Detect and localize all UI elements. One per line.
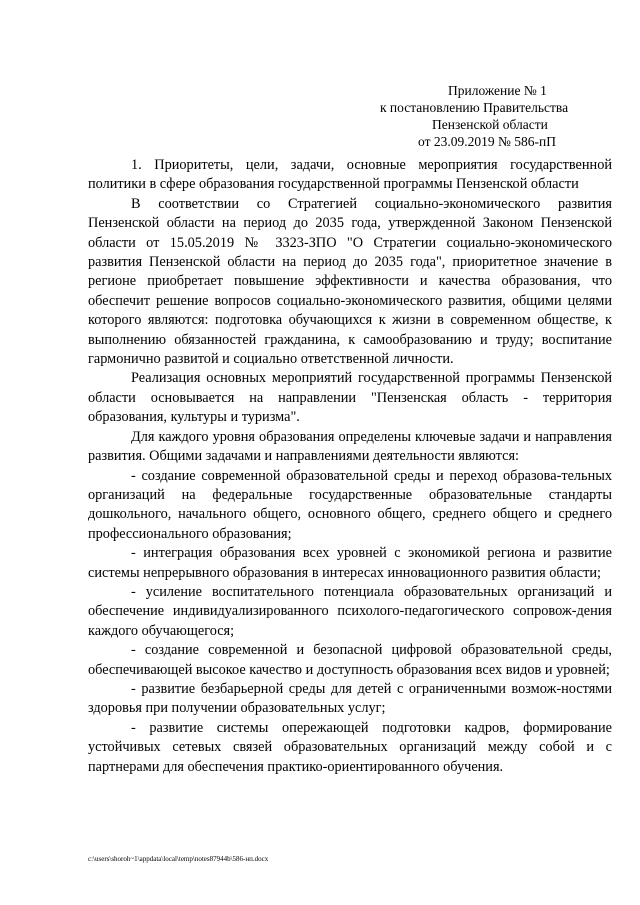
list-item: - интеграция образования всех уровней с экономикой региона и развитие системы непрерывного образования в интересах инновационного развития области;	[88, 545, 612, 581]
list-item: - создание современной образовательной среды и переход образова-тельных организаций на федеральные государственные образовательные стандарты дошкольного, начального общего, основного общего, среднего общего и среднего профессионального образования;	[88, 467, 612, 542]
header-date-line: от 23.09.2019 № 586-пП	[418, 134, 556, 149]
list-item: - развитие безбарьерной среды для детей с ограниченными возмож-ностями здоровья при получении образовательных услуг;	[88, 680, 612, 717]
paragraph-tasks-intro: Для каждого уровня образования определены ключевые задачи и направления развития. Общими задачами и направлениями деятельности являются:	[88, 428, 612, 465]
file-path-footer: c:\users\shoroh~1\appdata\local\temp\notes87944b\586-нп.docx	[88, 855, 269, 863]
list-item: - развитие системы опережающей подготовки кадров, формирование устойчивых сетевых связей образовательных организаций между собой и с партнерами для обеспечения практико-ориентированного обучения.	[88, 719, 612, 775]
document-header	[380, 82, 610, 150]
paragraph-strategy: В соответствии со Стратегией социально-экономического развития Пензенской области на период до 2035 года, утвержденной Законом Пензенской области от 15.05.2019 № 3323-ЗПО "О Стратегии социально-экономического развития Пензенской области на период до 2035 года", приоритетное значение в регионе приобретает повышение эффективности и качества образования, что обеспечит решение вопросов социально-экономического развития, общими целями которого являются: подготовка обучающихся к жизни в современном обществе, к выполнению обязанностей гражданина, к самообразованию и труду; воспитание гармонично развитой и социально ответственной личности.	[88, 195, 612, 368]
list-item: - создание современной и безопасной цифровой образовательной среды, обеспечивающей высокое качество и доступность образования всех видов и уровней;	[88, 642, 612, 678]
list-item: - усиление воспитательного потенциала образовательных организаций и обеспечение индивидуализированного психолого-педагогического сопровож-дения каждого обучающегося;	[88, 583, 612, 639]
section-heading: 1. Приоритеты, цели, задачи, основные мероприятия государственной политики в сфере образования государственной программы Пензенской области	[88, 157, 612, 193]
document-body	[88, 156, 612, 777]
header-region-line: Пензенской области	[432, 117, 548, 132]
header-decree-line: к постановлению Правительства	[380, 100, 569, 115]
header-appendix-line: Приложение № 1	[448, 83, 547, 98]
paragraph-implementation: Реализация основных мероприятий государственной программы Пензенской области основывается на направлении "Пензенская область - территория образования, культуры и туризма".	[88, 370, 612, 426]
